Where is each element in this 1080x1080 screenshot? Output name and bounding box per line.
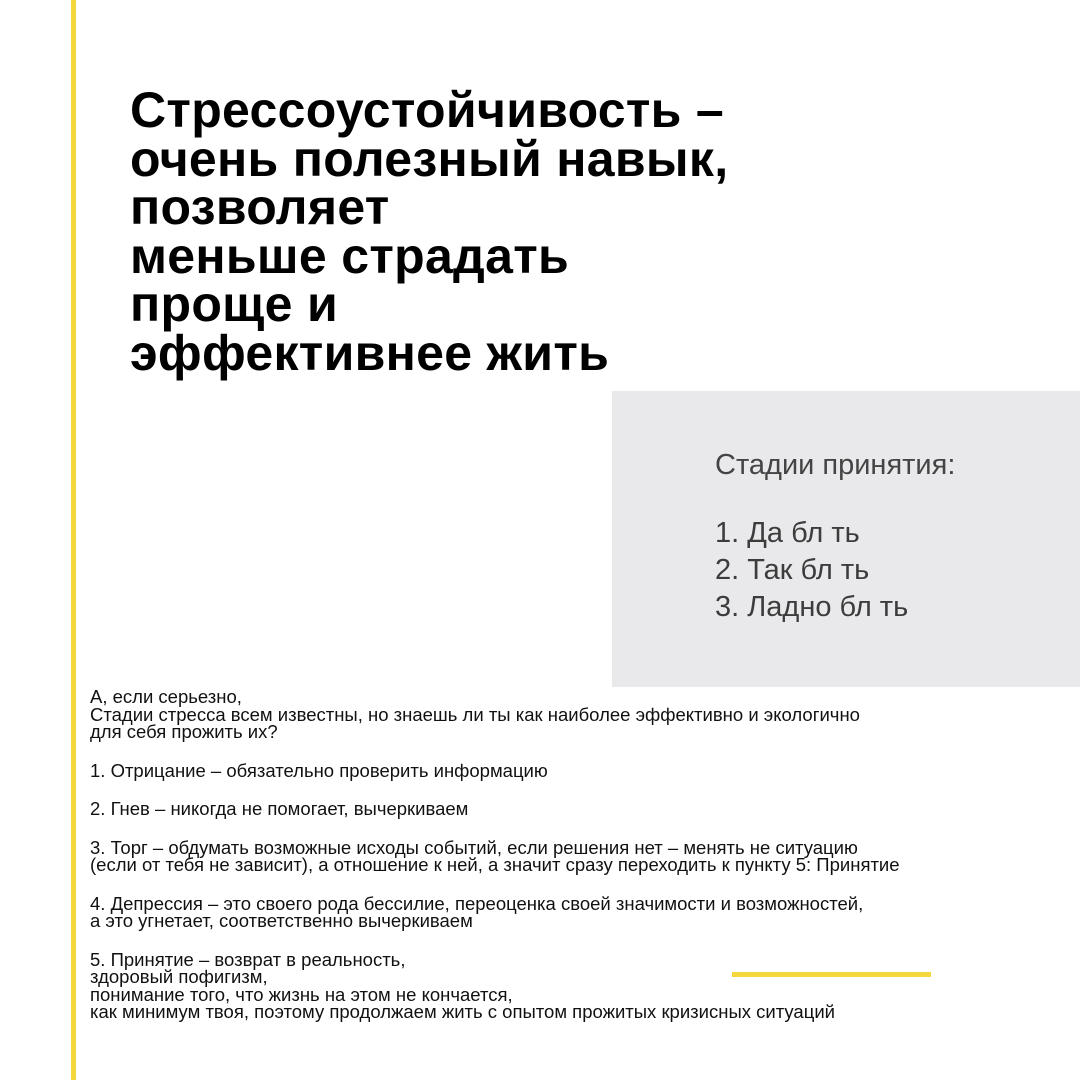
stage-acceptance: [90, 948, 1065, 1022]
headline-line: позволяет: [130, 179, 390, 235]
left-accent-rule: [71, 0, 76, 1080]
headline-line: меньше страдать: [130, 227, 570, 284]
stage-line: понимание того, что жизнь на этом не кончается,: [90, 983, 513, 1005]
intro-line: для себя прожить их?: [90, 721, 278, 742]
bottom-accent-rule: [732, 972, 931, 977]
intro-line: А, если серьезно,: [90, 686, 242, 707]
stage-line: 3. Торг – обдумать возможные исходы событий, если решения нет – менять не ситуацию: [90, 836, 858, 858]
stage-line: а это угнетает, соответственно вычеркиваем: [90, 910, 473, 931]
meme-list-item: 1. Да бл ть: [715, 517, 860, 549]
meme-list-item: 3. Ладно бл ть: [715, 591, 909, 623]
stage-denial: [90, 759, 1065, 781]
headline-line: проще и: [130, 276, 339, 332]
headline-line: очень полезный навык,: [130, 130, 729, 187]
meme-title: Стадии принятия:: [715, 449, 956, 481]
stage-line: 1. Отрицание – обязательно проверить информацию: [90, 759, 548, 781]
stage-line: как минимум твоя, поэтому продолжаем жить с опытом прожитых кризисных ситуаций: [90, 1001, 835, 1022]
stage-bargaining: [90, 836, 1065, 875]
meme-card: [612, 391, 1080, 687]
stage-depression: [90, 892, 1065, 931]
intro-paragraph: [90, 688, 1065, 741]
headline-line: эффективнее жить: [130, 324, 610, 381]
body-text: [90, 688, 1065, 1021]
stage-line: (если от тебя не зависит), а отношение к ней, а значит сразу переходить к пункту 5: Принятие: [90, 854, 900, 875]
meme-list-item: 2. Так бл ть: [715, 554, 870, 586]
stage-line: 5. Принятие – возврат в реальность,: [90, 948, 406, 970]
intro-line: Стадии стресса всем известны, но знаешь ли ты как наиболее эффективно и экологично: [90, 703, 860, 725]
stage-line: 2. Гнев – никогда не помогает, вычеркиваем: [90, 798, 469, 819]
stage-anger: [90, 800, 1065, 818]
headline-line: Стрессоустойчивость –: [130, 82, 725, 138]
stage-line: здоровый пофигизм,: [90, 966, 268, 987]
headline: [130, 82, 830, 381]
meme-list: [715, 515, 908, 626]
stage-line: 4. Депрессия – это своего рода бессилие, переоценка своей значимости и возможностей,: [90, 892, 864, 914]
